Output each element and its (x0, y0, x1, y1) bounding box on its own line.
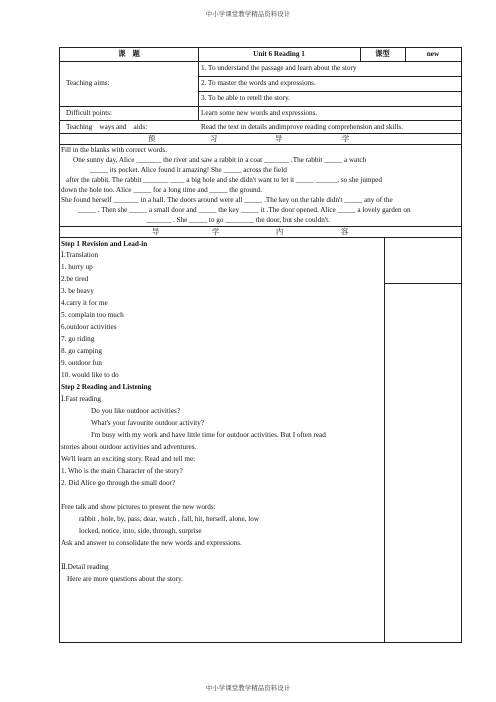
translation-item: 1. hurry up (61, 263, 93, 271)
preview-heading-1: 预 (148, 135, 156, 143)
preview-line-4: down the hole too. Alice _____ for a long time and _____ the ground. (61, 186, 263, 194)
preview-line-7: _______ . She _____ to go ________ the door, but she couldn't. (146, 216, 330, 224)
guide-heading-row (59, 227, 462, 238)
new-words-line-1: rabbit , hole, by, pass, dear, watch , fall, hit, herself, alone, low (79, 515, 260, 523)
aim-2: 2. To master the words and expressions. (201, 79, 316, 87)
free-talk-line: Free talk and show pictures to present the new words: (61, 503, 216, 511)
guide-heading-4: 容 (341, 228, 349, 236)
question-2: 2. Did Alice go through the small door? (61, 479, 176, 487)
translation-item: 4.carry it for me (61, 299, 108, 307)
question-favourite: What's your favourite outdoor activity? (91, 419, 205, 427)
preview-heading-2: 习 (210, 135, 218, 143)
question-1: 1. Who is the main Character of the story? (61, 467, 183, 475)
translation-item: 8. go camping (61, 347, 102, 355)
translation-item: 7. go riding (61, 335, 95, 343)
topic-label: 课 题 (118, 50, 140, 58)
topic-value: Unit 6 Reading 1 (253, 50, 305, 58)
preview-heading-3: 导 (275, 135, 283, 143)
preview-line-3: after the rabbit. The rabbit _______ ____ a big hole and she didn't want to let it _____ ______, so she jumped (66, 176, 382, 184)
preview-section (59, 134, 462, 227)
new-words-line-2: locked, notice, into, side, through, surprise (79, 527, 202, 535)
ways-value: Read the text in details andimprove reading comprehension and skills. (201, 123, 403, 131)
guide-heading-2: 学 (212, 228, 220, 236)
content-section (59, 238, 462, 643)
preview-intro: Fill in the blanks with correct words. (61, 146, 167, 154)
busy-line-1: I'm busy with my work and have little time for outdoor activities. But I often read (91, 431, 326, 439)
page-header: 中小学课堂教学精品资料设计 (205, 10, 291, 18)
aim-1: 1. To understand the passage and learn about the story (201, 64, 357, 72)
detail-reading-label: Ⅱ.Detail reading (61, 563, 109, 571)
guide-heading-3: 内 (276, 228, 284, 236)
translation-item: 5. complain too much (61, 311, 124, 319)
aims-label: Teaching aims: (66, 79, 110, 87)
preview-line-5: She found herself _______ in a hall. The doors around were all _____ .The key on the table didn't _____ any of the (61, 196, 393, 204)
translation-item: 2.be tired (61, 275, 89, 283)
ways-label: Teaching ways and aids: (66, 123, 148, 131)
busy-line-2: stories about outdoor activities and adventures. (61, 443, 197, 451)
translation-item: 6.outdoor activities (61, 323, 117, 331)
type-value: new (426, 50, 440, 58)
info-table (59, 47, 462, 134)
fast-reading-label: Ⅰ.Fast reading (61, 395, 101, 403)
preview-heading-4: 学 (342, 135, 350, 143)
ask-answer-line: Ask and answer to consolidate the new words and expressions. (61, 539, 242, 547)
learn-story-line: We'll learn an exciting story. Read and tell me: (61, 455, 196, 463)
difficult-label: Difficult points: (66, 109, 112, 117)
preview-line-2: _____ its pocket. Alice found it amazing! She _____ across the field (90, 166, 287, 174)
step2-title: Step 2 Reading and Listening (61, 383, 152, 391)
question-outdoor: Do you like outdoor activities? (91, 407, 181, 415)
translation-item: 3. be heavy (61, 287, 94, 295)
more-questions-line: Here are more questions about the story. (67, 575, 183, 583)
aim-3: 3. To be able to retell the story. (201, 94, 290, 102)
translation-item: 10. would like to do (61, 371, 119, 379)
step1-title: Step 1 Revision and Lead-in (61, 240, 148, 248)
guide-heading-1: 导 (152, 228, 160, 236)
type-label: 课型 (375, 50, 390, 58)
preview-line-1: One sunny day, Alice _______ the river and saw a rabbit in a coat _______ .The rabbit _____ a watch (73, 156, 367, 164)
difficult-value: Learn some new words and expressions. (201, 109, 318, 117)
translation-label: Ⅰ.Translation (61, 251, 99, 259)
page-footer: 中小学课堂教学精品资料设计 (205, 684, 291, 692)
preview-line-6: _____ . Then she _____ a small door and _____ the key _____ it .The door opened. Alice _____ a lovely garden on (78, 206, 411, 214)
translation-item: 9. outdoor fun (61, 359, 102, 367)
